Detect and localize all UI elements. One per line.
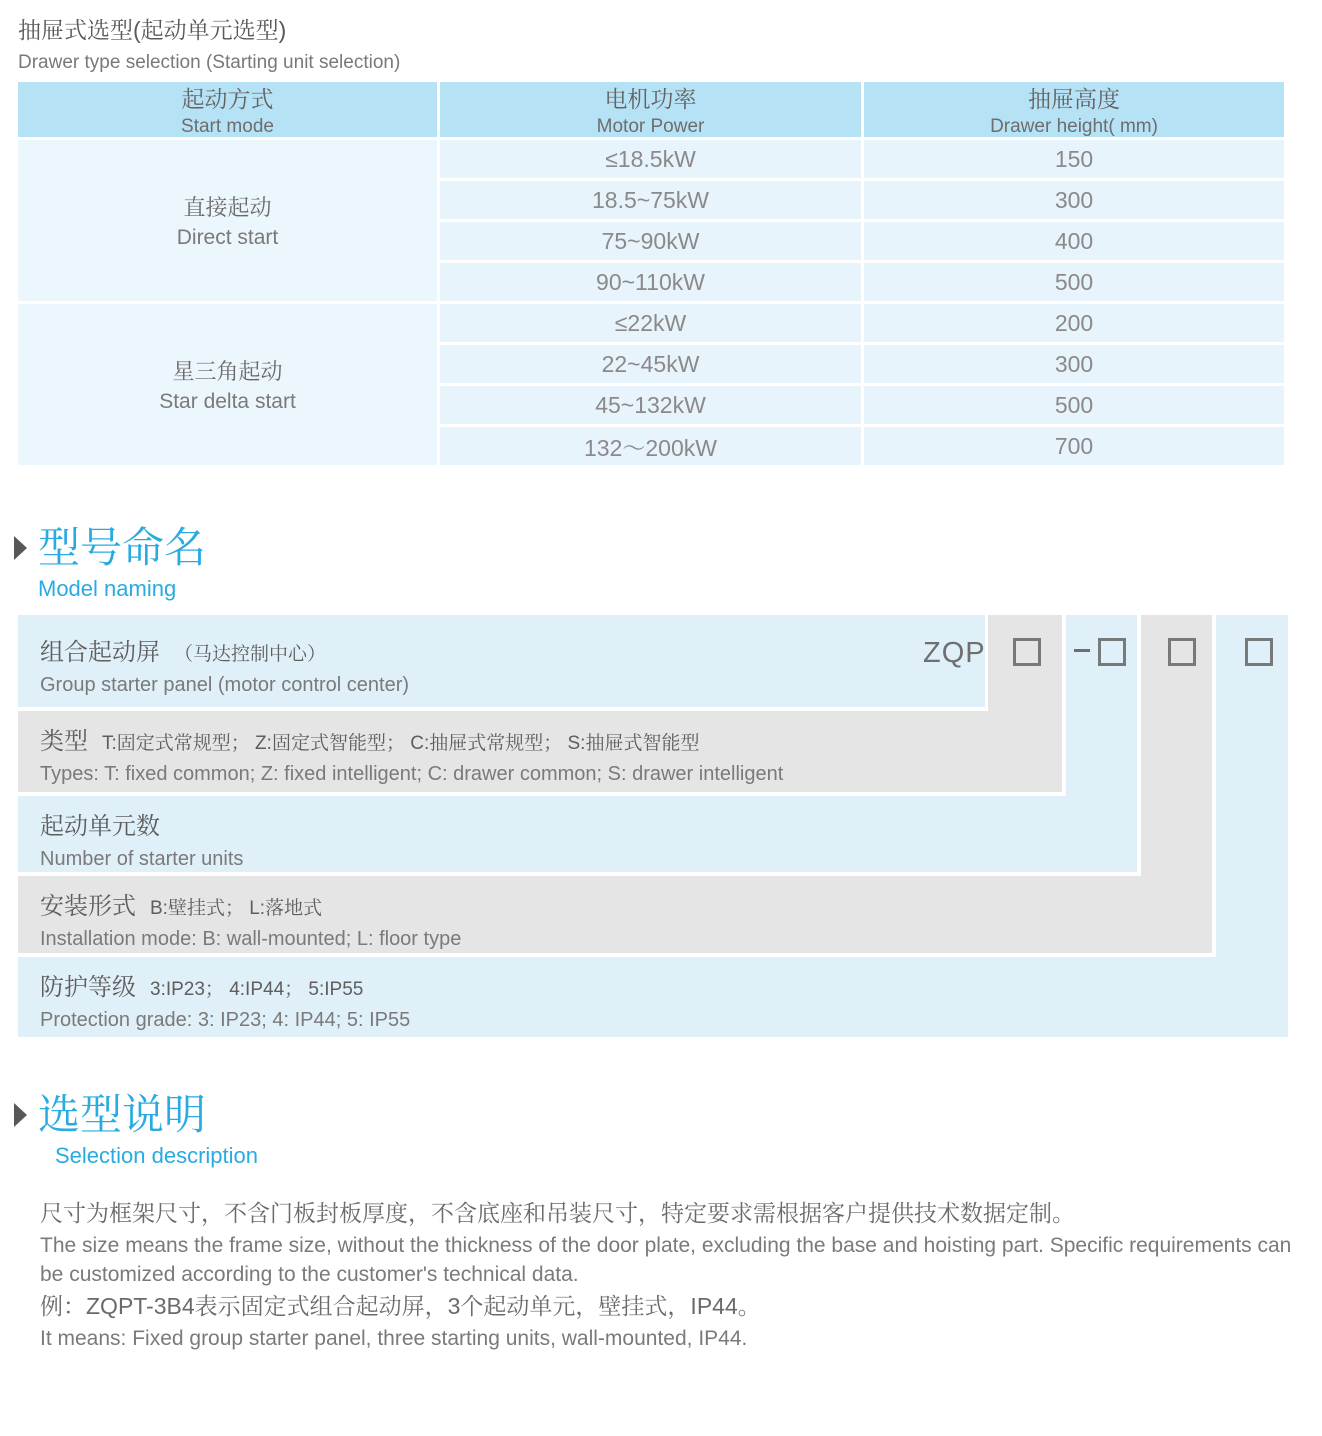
naming-label-zh: 安装形式 (40, 893, 136, 920)
page-title-zh: 抽屉式选型(起动单元选型) (18, 17, 287, 43)
header-label-zh: 起动方式 (181, 86, 274, 112)
naming-row-en: Protection grade: 3: IP23; 4: IP44; 5: IP55 (40, 1009, 411, 1031)
naming-sublabel-zh: T:固定式常规型； Z:固定式智能型； C:抽屉式常规型； S:抽屉式智能型 (102, 733, 700, 754)
col-header-drawer-height (864, 82, 1284, 137)
naming-row-zh (40, 632, 985, 667)
naming-row-protection (18, 957, 1288, 1037)
naming-row-zh (40, 721, 1062, 756)
header-label-zh: 电机功率 (604, 86, 697, 112)
cell-motor-power: 45~132kW (440, 386, 861, 424)
cell-drawer-height: 300 (864, 345, 1284, 383)
naming-label-zh: 类型 (40, 728, 88, 755)
naming-label-zh: 起动单元数 (40, 813, 160, 840)
cell-drawer-height: 300 (864, 181, 1284, 219)
header-label-zh: 抽屉高度 (1028, 86, 1120, 112)
cell-motor-power: 75~90kW (440, 222, 861, 260)
group-label-en: Direct start (176, 226, 279, 249)
row-group-direct-start (18, 140, 437, 301)
cell-drawer-height: 500 (864, 386, 1284, 424)
naming-label-zh: 组合起动屏 (40, 639, 160, 666)
drawer-selection-table (18, 82, 1284, 465)
naming-row-en: Types: T: fixed common; Z: fixed intelligent; C: drawer common; S: drawer intelligent (40, 763, 784, 785)
naming-row-type (18, 711, 1062, 792)
naming-row-zh (40, 886, 1212, 921)
model-code-prefix: ZQP (923, 637, 986, 669)
model-naming-diagram (18, 615, 1288, 1037)
col-header-motor-power (440, 82, 861, 137)
header-label-en: Motor Power (596, 116, 705, 137)
section-title-en: Model naming (38, 576, 177, 601)
code-box-protection (1245, 638, 1273, 666)
page-title-en: Drawer type selection (Starting unit selection) (18, 52, 401, 73)
example-line-en: It means: Fixed group starter panel, three starting units, wall-mounted, IP44. (40, 1327, 748, 1350)
section-heading-selection-description (14, 1093, 258, 1169)
section-title-zh: 型号命名 (38, 524, 207, 571)
cell-drawer-height: 150 (864, 140, 1284, 178)
code-box-unit-count (1098, 638, 1126, 666)
code-dash (1074, 649, 1090, 652)
naming-label-zh: 防护等级 (40, 974, 136, 1001)
naming-row-zh (40, 967, 1288, 1002)
row-group-star-delta-start (18, 304, 437, 465)
col-header-start-mode (18, 82, 437, 137)
code-box-installation (1168, 638, 1196, 666)
section-heading-model-naming (14, 526, 206, 602)
page-header (18, 12, 400, 74)
header-label-en: Start mode (181, 116, 274, 137)
cell-drawer-height: 400 (864, 222, 1284, 260)
section-title-en: Selection description (55, 1143, 259, 1168)
section-heading-text (38, 1093, 258, 1169)
section-heading-text (38, 526, 206, 602)
naming-row-en: Installation mode: B: wall-mounted; L: floor type (40, 928, 462, 950)
naming-row-en: Group starter panel (motor control center) (40, 674, 410, 696)
triangle-bullet-icon (14, 1103, 27, 1127)
naming-row-unit-count (18, 796, 1137, 872)
naming-sublabel-zh: B:壁挂式； L:落地式 (150, 898, 323, 919)
group-label-zh: 星三角起动 (172, 359, 283, 384)
cell-drawer-height: 700 (864, 427, 1284, 465)
group-label-zh: 直接起动 (183, 195, 272, 220)
naming-row-product (18, 615, 985, 707)
cell-drawer-height: 500 (864, 263, 1284, 301)
cell-drawer-height: 200 (864, 304, 1284, 342)
cell-motor-power: 18.5~75kW (440, 181, 861, 219)
code-box-type (1013, 638, 1041, 666)
group-label-en: Star delta start (159, 390, 296, 413)
cell-motor-power: 22~45kW (440, 345, 861, 383)
cell-motor-power: ≤18.5kW (440, 140, 861, 178)
naming-row-zh (40, 806, 1137, 841)
description-line-en: The size means the frame size, without the thickness of the door plate, excluding the base and hoisting part. Specific requirements can be customized according to the customer's technical data. (40, 1234, 1292, 1286)
cell-motor-power: ≤22kW (440, 304, 861, 342)
naming-row-installation (18, 876, 1212, 953)
selection-description (40, 1198, 1292, 1355)
section-title-zh: 选型说明 (38, 1091, 207, 1138)
code-column-protection (1216, 615, 1288, 957)
naming-sublabel-zh: 3:IP23； 4:IP44； 5:IP55 (150, 979, 364, 1000)
naming-row-en: Number of starter units (40, 848, 244, 870)
example-line-zh: 例：ZQPT-3B4表示固定式组合起动屏，3个起动单元，壁挂式，IP44。 (40, 1293, 761, 1319)
triangle-bullet-icon (14, 536, 27, 560)
description-line-zh: 尺寸为框架尺寸，不含门板封板厚度，不含底座和吊装尺寸，特定要求需根据客户提供技术数据定制。 (40, 1200, 1075, 1226)
cell-motor-power: 132～200kW (440, 427, 861, 465)
naming-sublabel-zh: （马达控制中心） (174, 644, 327, 665)
header-label-en: Drawer height( mm) (990, 116, 1158, 137)
cell-motor-power: 90~110kW (440, 263, 861, 301)
